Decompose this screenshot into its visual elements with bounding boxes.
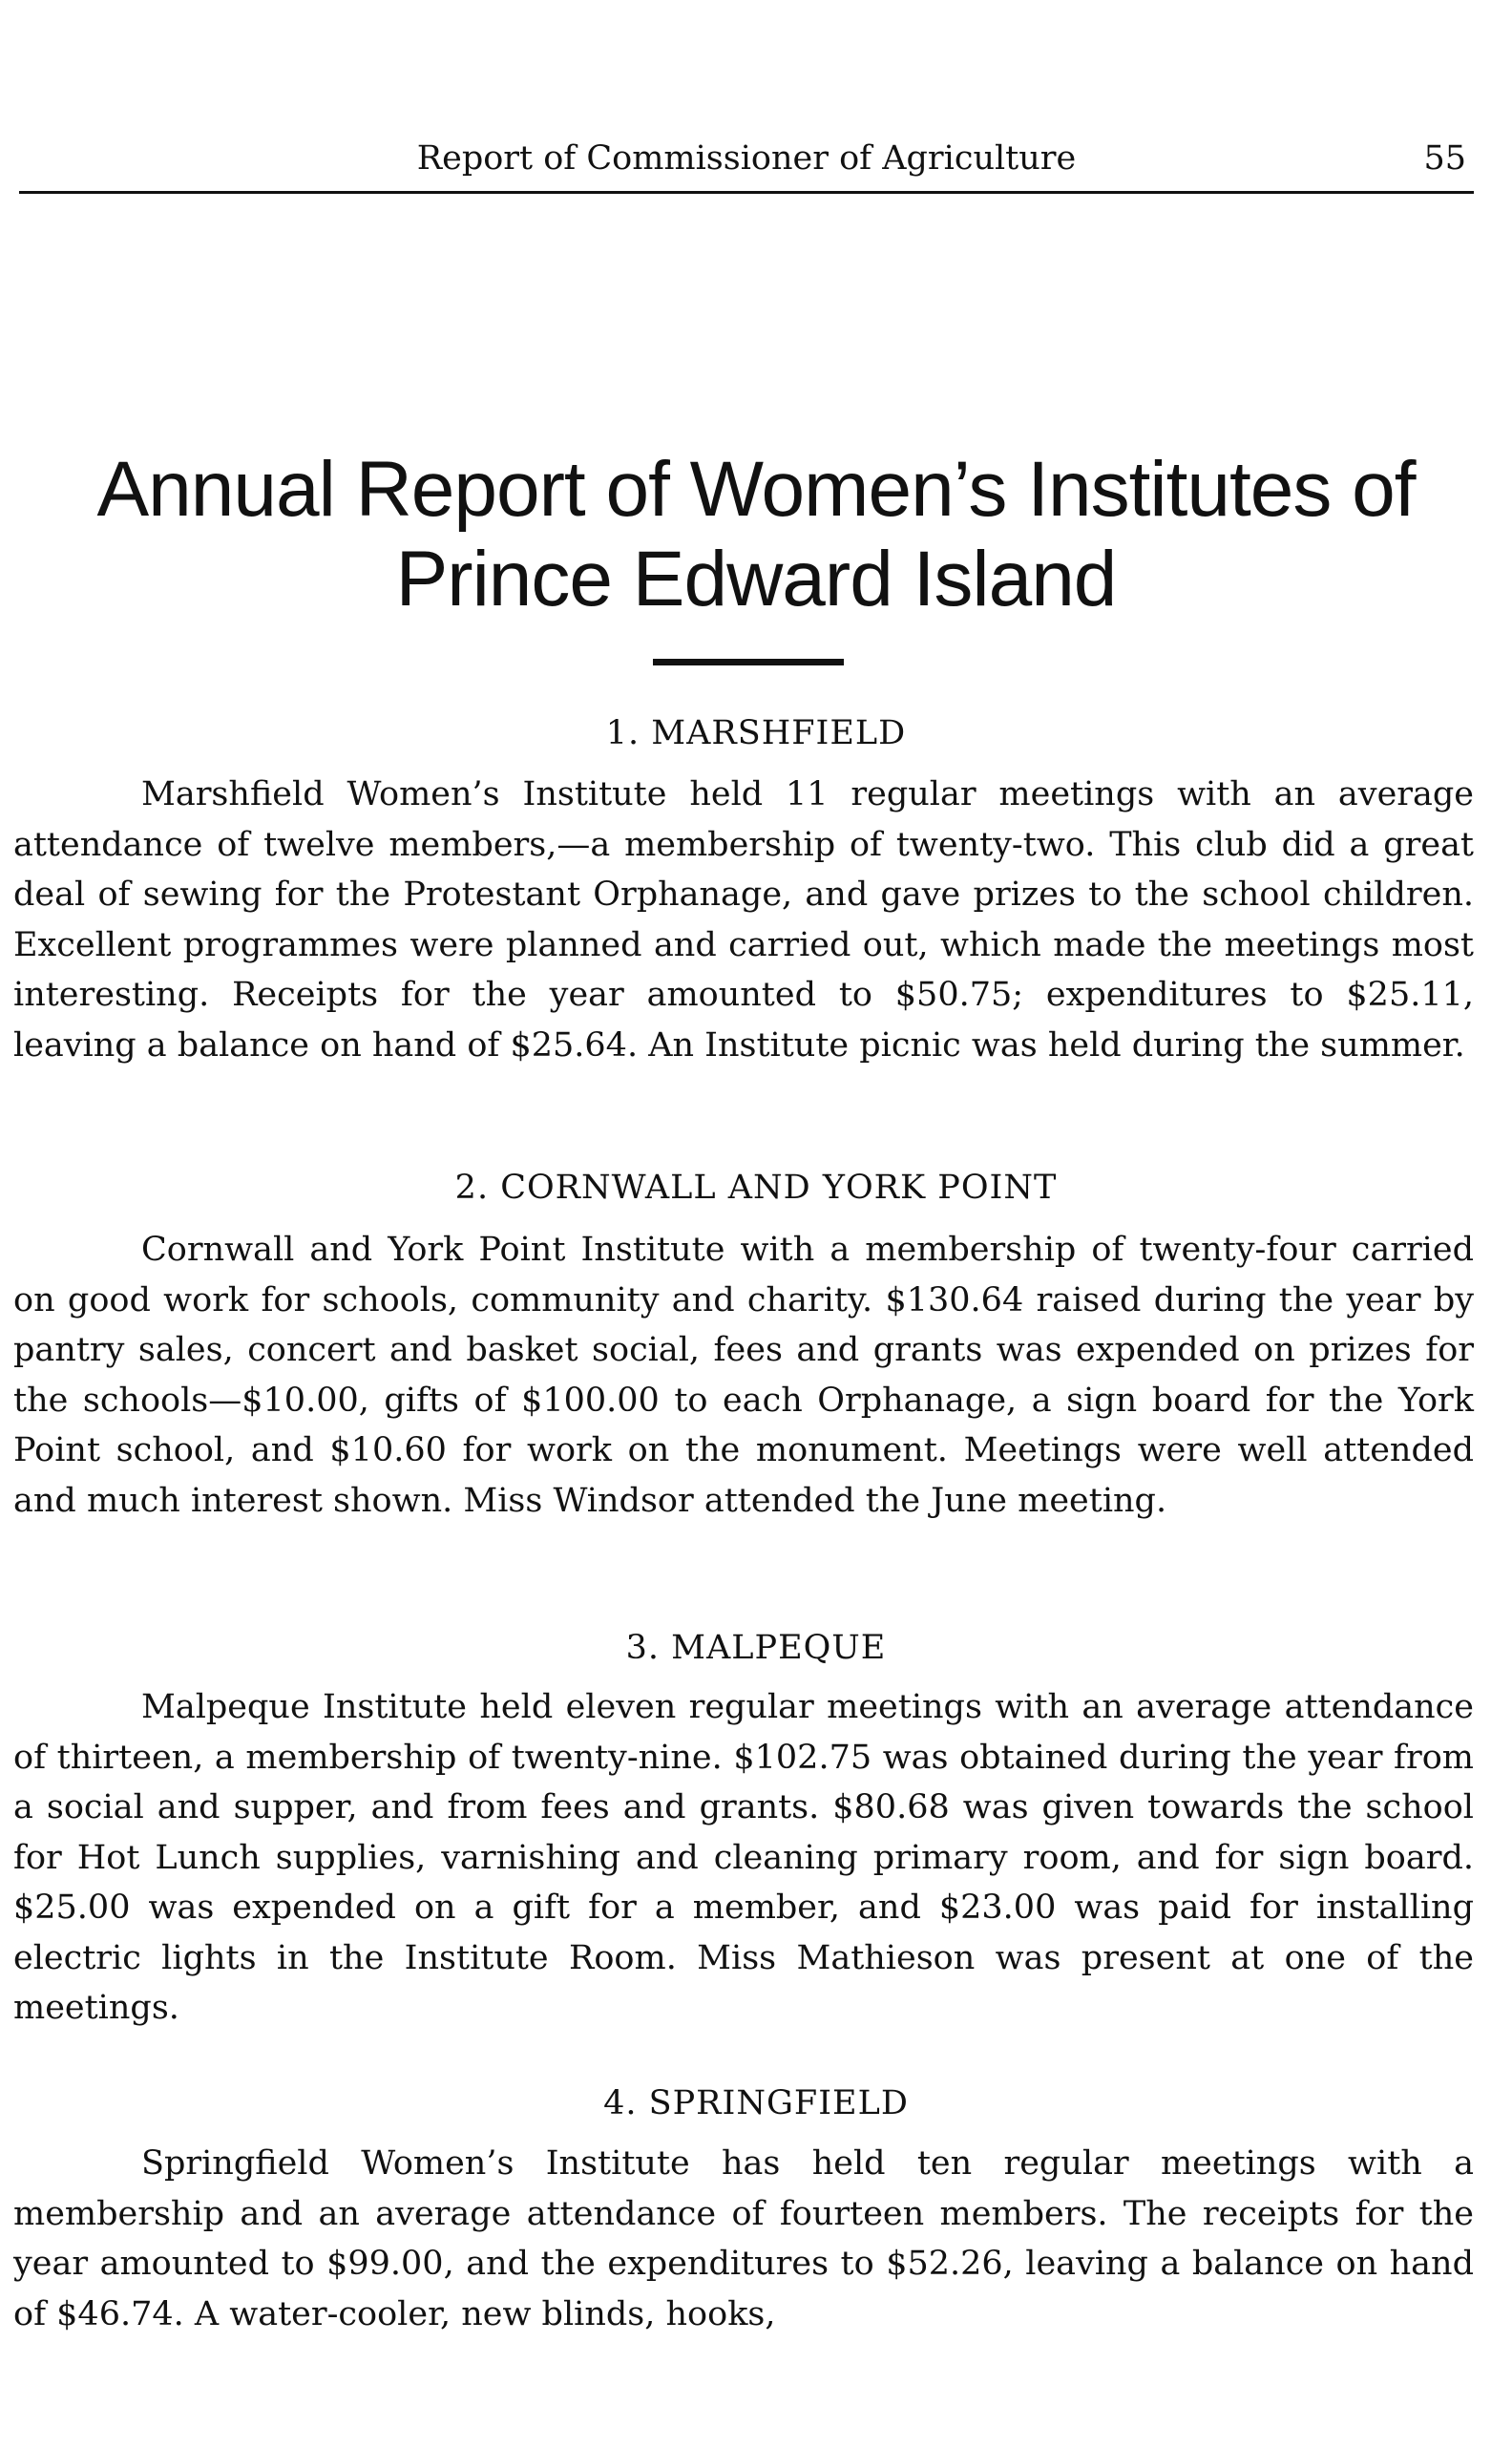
title-line-1: Annual Report of Women’s Institutes of (96, 446, 1416, 533)
page-title (38, 445, 1474, 624)
section-heading-cornwall: 2. CORNWALL AND YORK POINT (454, 1169, 1058, 1207)
section-heading-springfield: 4. SPRINGFIELD (603, 2084, 909, 2122)
title-line-2: Prince Edward Island (395, 536, 1117, 623)
page-header (19, 132, 1474, 194)
running-title: Report of Commissioner of Agriculture (416, 139, 1077, 178)
section-body-marshfield: Marshfield Women’s Institute held 11 regular meetings with an average attendance of twelve members,—a membership of twenty-two. This club did a great deal of sewing for the Protestant Orphanage, and gave prizes to the school children. Excellent programmes were planned and carried out, which made the meetings most interesting. Receipts for the year amounted to $50.75; expenditures to $25.11, leaving a balance on hand of $25.64. An Institute picnic was held during the summer. (13, 775, 1474, 1065)
section-body-malpeque: Malpeque Institute held eleven regular meetings with an average attendance of thirteen, a membership of twenty-nine. $102.75 was obtained during the year from a social and supper, and from fees and grants. $80.68 was given towards the school for Hot Lunch supplies, varnishing and cleaning primary room, and for sign board. $25.00 was expended on a gift for a member, and $23.00 was paid for installing electric lights in the Institute Room. Miss Mathieson was present at one of the meetings. (13, 1688, 1474, 2027)
section-heading-marshfield: 1. MARSHFIELD (605, 714, 907, 752)
title-divider (653, 659, 844, 665)
section-heading-malpeque: 3. MALPEQUE (625, 1629, 887, 1667)
page-number: 55 (1423, 139, 1466, 178)
section-body-cornwall: Cornwall and York Point Institute with a membership of twenty-four carried on good work for schools, community and charity. $130.64 raised during the year by pantry sales, concert and basket social, fees and grants was expended on prizes for the schools—$10.00, gifts of $100.00 to each Orphanage, a sign board for the York Point school, and $10.60 for work on the monument. Meetings were well attended and much interest shown. Miss Windsor attended the June meeting. (13, 1231, 1474, 1520)
section-body-springfield: Springfield Women’s Institute has held ten regular meetings with a membership and an average attendance of fourteen members. The receipts for the year amounted to $99.00, and the expenditures to $52.26, leaving a balance on hand of $46.74. A water-cooler, new blinds, hooks, (13, 2144, 1474, 2333)
